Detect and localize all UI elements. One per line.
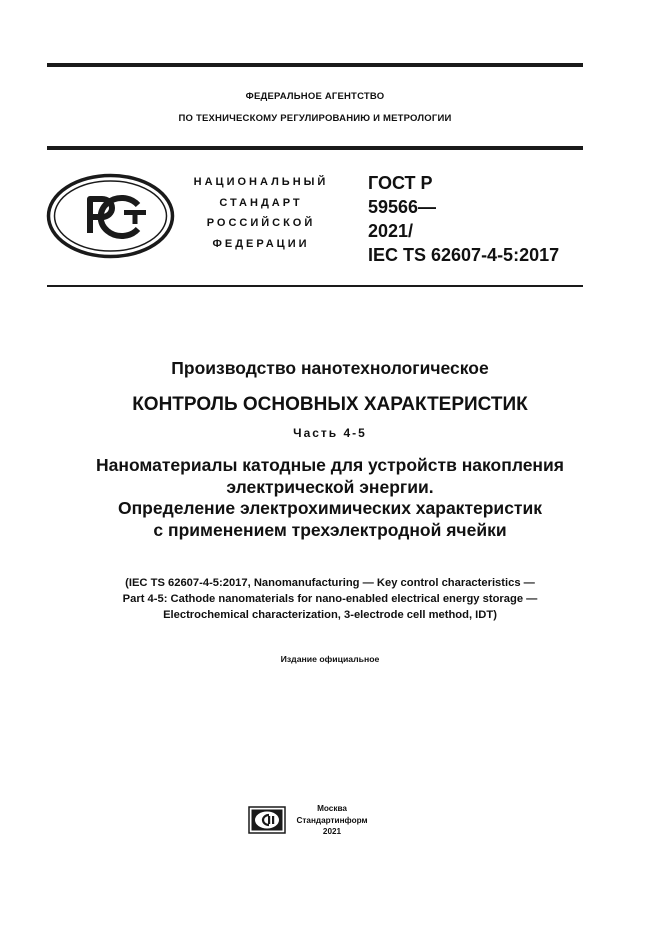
edition-label: Издание официальное: [280, 654, 380, 664]
publisher-name: Стандартинформ: [296, 815, 368, 825]
national-standard-label: [188, 172, 334, 254]
gost-r-emblem-icon: [46, 173, 175, 259]
publisher-info: [292, 803, 372, 838]
designation-rule: [47, 285, 583, 287]
designation-line: IEC TS 62607-4-5:2017: [368, 245, 560, 265]
title-line-1: Производство нанотехнологическое: [171, 358, 489, 378]
agency-line-1: ФЕДЕРАЛЬНОЕ АГЕНТСТВО: [245, 91, 385, 102]
part-label: Часть 4-5: [293, 426, 367, 440]
iec-reference: [47, 575, 613, 623]
national-standard-line: ФЕДЕРАЦИИ: [212, 237, 310, 250]
subtitle-line: электрической энергии.: [226, 476, 434, 497]
publisher-city: Москва: [317, 804, 347, 813]
subtitle-line: Определение электрохимических характеристик: [117, 498, 543, 518]
publisher-year: 2021: [322, 827, 342, 836]
designation-line: ГОСТ Р: [368, 173, 433, 193]
subtitle: [47, 455, 613, 541]
standartinform-logo-icon: [248, 806, 286, 834]
subtitle-line: с применением трехэлектродной ячейки: [153, 519, 507, 540]
title-line-2: КОНТРОЛЬ ОСНОВНЫХ ХАРАКТЕРИСТИК: [132, 394, 528, 415]
designation-line: 2021/: [368, 221, 414, 241]
iec-reference-line: Electrochemical characterization, 3-electrode cell method, IDT): [163, 609, 497, 621]
national-standard-line: РОССИЙСКОЙ: [206, 217, 316, 229]
subtitle-line: Наноматериалы катодные для устройств накопления: [96, 455, 564, 475]
standard-designation: [368, 171, 559, 267]
header-rule: [47, 146, 583, 150]
top-rule: [47, 63, 583, 67]
national-standard-line: СТАНДАРТ: [219, 196, 303, 209]
iec-reference-line: (IEC TS 62607-4-5:2017, Nanomanufacturing — Key control characteristics —: [125, 577, 535, 589]
iec-reference-line: Part 4-5: Cathode nanomaterials for nano-enabled electrical energy storage —: [122, 593, 538, 605]
agency-line-2: ПО ТЕХНИЧЕСКОМУ РЕГУЛИРОВАНИЮ И МЕТРОЛОГИИ: [178, 113, 452, 124]
designation-line: 59566—: [368, 197, 437, 217]
national-standard-line: НАЦИОНАЛЬНЫЙ: [193, 176, 329, 188]
